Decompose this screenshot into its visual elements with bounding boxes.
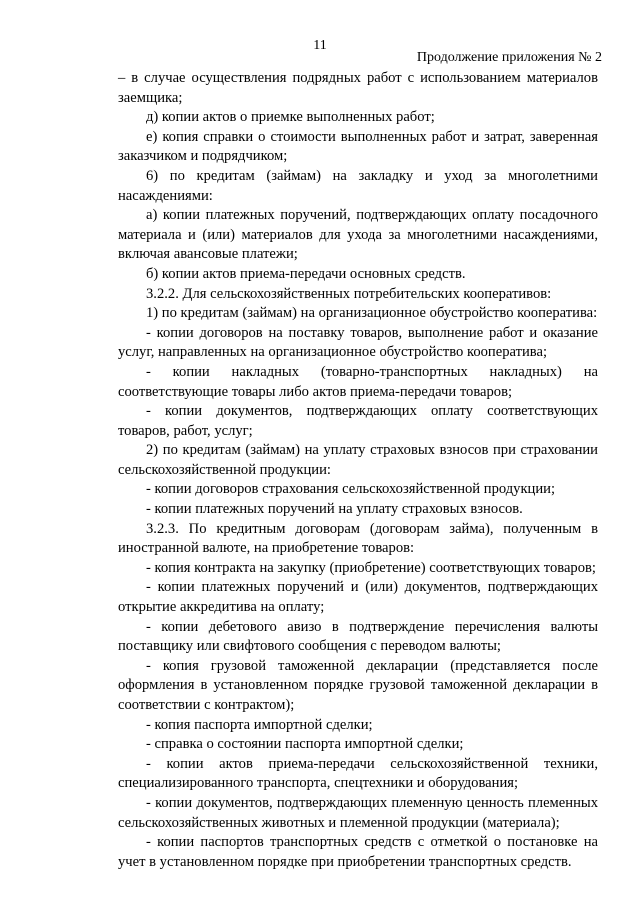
paragraph-item-a: а) копии платежных поручений, подтверждающих оплату посадочного материала и (или) материалов для ухода за многолетними насаждениями, включая авансовые платежи; (118, 207, 598, 263)
list-item: - копия паспорта импортной сделки; (146, 716, 373, 733)
list-item: - копии актов приема-передачи сельскохозяйственной техники, специализированного транспорта, спецтехники и оборудования; (118, 755, 598, 792)
list-item: - копия контракта на закупку (приобретение) соответствующих товаров; (146, 559, 596, 576)
paragraph-item-e: е) копия справки о стоимости выполненных работ и затрат, заверенная заказчиком и подрядчиком; (118, 128, 598, 165)
list-item: - копии дебетового авизо в подтверждение перечисления валюты поставщику или свифтового сообщения с переводом валюты; (118, 618, 598, 655)
list-item: - копии платежных поручений и (или) документов, подтверждающих открытие аккредитива на оплату; (118, 579, 598, 616)
document-body (118, 69, 598, 872)
list-item: - копии накладных (товарно-транспортных накладных) на соответствующие товары либо актов приема-передачи товаров; (118, 363, 598, 400)
paragraph-item-d: д) копии актов о приемке выполненных работ; (146, 109, 435, 126)
section-heading-3-2-3: 3.2.3. По кредитным договорам (договорам займа), полученным в иностранной валюте, на приобретение товаров: (118, 520, 598, 557)
list-item: - копии паспортов транспортных средств с отметкой о постановке на учет в установленном порядке при приобретении транспортных средств. (118, 834, 598, 870)
list-item: - копии платежных поручений на уплату страховых взносов. (146, 501, 523, 518)
paragraph-item-b: б) копии актов приема-передачи основных средств. (146, 265, 466, 282)
paragraph-item-6: 6) по кредитам (займам) на закладку и уход за многолетними насаждениями: (118, 167, 598, 204)
list-item: - копии договоров страхования сельскохозяйственной продукции; (146, 481, 556, 498)
appendix-continuation-note: Продолжение приложения № 2 (416, 50, 602, 65)
paragraph-item-2: 2) по кредитам (займам) на уплату страховых взносов при страховании сельскохозяйственной продукции: (118, 442, 598, 478)
list-item: - справка о состоянии паспорта импортной сделки; (146, 736, 464, 753)
list-item: - копии документов, подтверждающих племенную ценность племенных сельскохозяйственных животных и племенной продукции (материала); (118, 794, 598, 831)
paragraph-contractor-materials: – в случае осуществления подрядных работ с использованием материалов заемщика; (118, 70, 598, 106)
list-item: - копии документов, подтверждающих оплату соответствующих товаров, работ, услуг; (118, 403, 598, 439)
list-item: - копии договоров на поставку товаров, выполнение работ и оказание услуг, направленных на организационное обустройство кооператива; (118, 324, 598, 361)
page-number: 11 (313, 38, 327, 53)
paragraph-item-1: 1) по кредитам (займам) на организационное обустройство кооператива: (146, 305, 598, 322)
section-heading-3-2-2: 3.2.2. Для сельскохозяйственных потребительских кооперативов: (146, 285, 552, 302)
list-item: - копия грузовой таможенной декларации (представляется после оформления в установленном порядке грузовой таможенной декларации в соответствии с контрактом); (118, 657, 598, 713)
